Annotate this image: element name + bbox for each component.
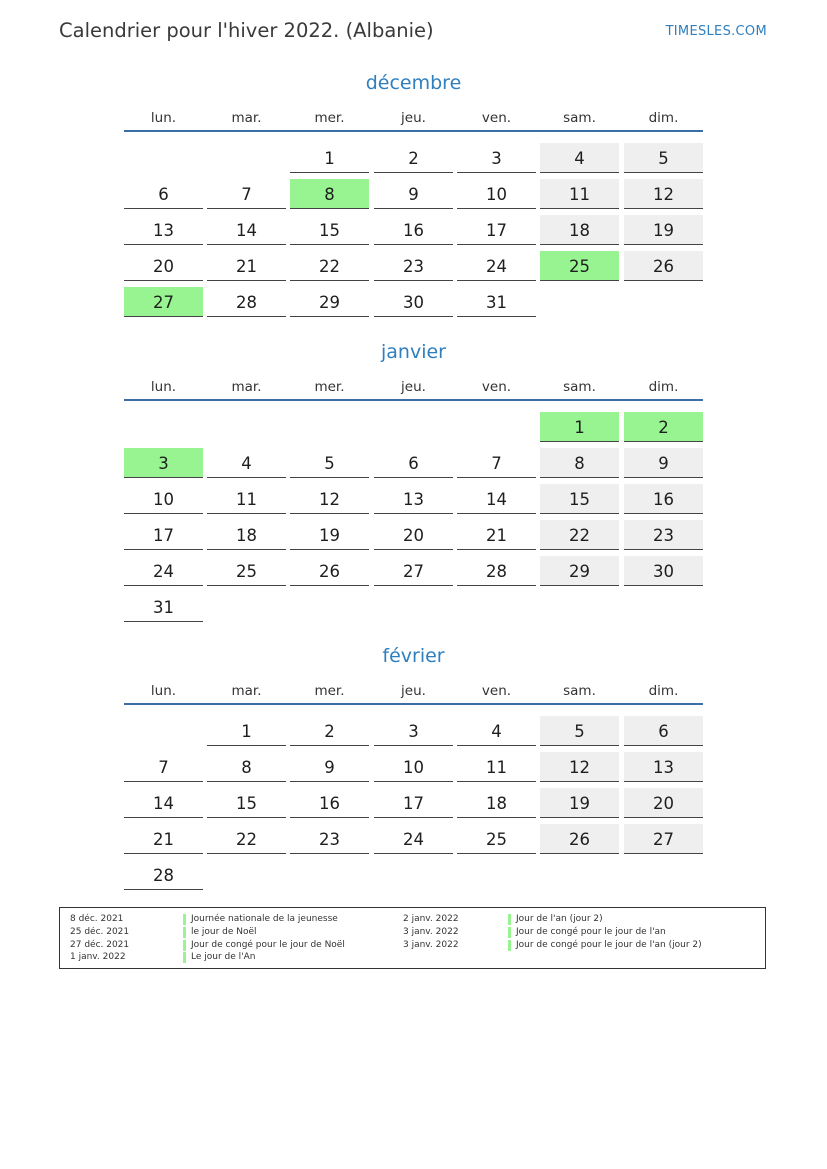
date-cell: 11 bbox=[540, 179, 619, 209]
date-cell: 14 bbox=[124, 788, 203, 818]
date-cell: 10 bbox=[457, 179, 536, 209]
date-cell: 6 bbox=[124, 179, 203, 209]
month-name: janvier bbox=[381, 341, 446, 363]
month-name: février bbox=[382, 645, 445, 667]
holiday-date-cell: 27 bbox=[124, 287, 203, 317]
holiday-date-cell: 8 bbox=[290, 179, 369, 209]
date-cell: 20 bbox=[374, 520, 453, 550]
date-cell: 5 bbox=[540, 716, 619, 746]
weekday-label: mer. bbox=[314, 110, 345, 126]
weekday-header bbox=[124, 379, 703, 401]
date-cell: 7 bbox=[124, 752, 203, 782]
date-cell: 23 bbox=[624, 520, 703, 550]
holiday-date-cell: 2 bbox=[624, 412, 703, 442]
date-cell: 22 bbox=[207, 824, 286, 854]
date-cell: 17 bbox=[457, 215, 536, 245]
date-cell: 2 bbox=[290, 716, 369, 746]
page-title: Calendrier pour l'hiver 2022. (Albanie) bbox=[59, 19, 434, 42]
date-cell: 15 bbox=[207, 788, 286, 818]
date-cell: 17 bbox=[374, 788, 453, 818]
date-cell: 28 bbox=[457, 556, 536, 586]
weekday-label: dim. bbox=[648, 110, 679, 126]
date-cell: 9 bbox=[374, 179, 453, 209]
date-cell: 13 bbox=[374, 484, 453, 514]
date-cell: 1 bbox=[290, 143, 369, 173]
date-cell: 6 bbox=[374, 448, 453, 478]
weekday-label: ven. bbox=[481, 379, 512, 395]
date-cell: 18 bbox=[540, 215, 619, 245]
date-cell: 25 bbox=[457, 824, 536, 854]
date-cell: 31 bbox=[457, 287, 536, 317]
date-cell: 15 bbox=[540, 484, 619, 514]
date-cell: 9 bbox=[290, 752, 369, 782]
month-name: décembre bbox=[365, 72, 462, 94]
date-cell: 30 bbox=[624, 556, 703, 586]
date-cell: 16 bbox=[374, 215, 453, 245]
date-cell: 20 bbox=[624, 788, 703, 818]
date-cell: 16 bbox=[290, 788, 369, 818]
legend-holiday-name: Jour de congé pour le jour de l'an bbox=[516, 926, 666, 937]
legend-date: 3 janv. 2022 bbox=[403, 926, 459, 937]
date-cell: 23 bbox=[290, 824, 369, 854]
date-cell: 29 bbox=[540, 556, 619, 586]
weekday-label: lun. bbox=[150, 110, 177, 126]
weekday-label: mar. bbox=[231, 110, 262, 126]
weekday-header bbox=[124, 110, 703, 132]
date-cell: 22 bbox=[540, 520, 619, 550]
date-cell: 10 bbox=[374, 752, 453, 782]
date-cell: 9 bbox=[624, 448, 703, 478]
date-cell: 8 bbox=[540, 448, 619, 478]
weekday-label: jeu. bbox=[401, 110, 426, 126]
date-cell: 6 bbox=[624, 716, 703, 746]
legend-date: 3 janv. 2022 bbox=[403, 939, 459, 950]
date-cell: 5 bbox=[290, 448, 369, 478]
weekday-label: jeu. bbox=[401, 683, 426, 699]
date-cell: 17 bbox=[124, 520, 203, 550]
weekday-label: ven. bbox=[481, 683, 512, 699]
legend-color-swatch bbox=[183, 940, 186, 951]
date-cell: 12 bbox=[624, 179, 703, 209]
holiday-legend bbox=[59, 907, 766, 969]
date-cell: 11 bbox=[207, 484, 286, 514]
weekday-header bbox=[124, 683, 703, 705]
weekday-label: sam. bbox=[563, 110, 596, 126]
date-cell: 3 bbox=[457, 143, 536, 173]
weekday-label: sam. bbox=[563, 379, 596, 395]
date-cell: 24 bbox=[457, 251, 536, 281]
holiday-date-cell: 1 bbox=[540, 412, 619, 442]
date-cell: 27 bbox=[624, 824, 703, 854]
date-cell: 21 bbox=[457, 520, 536, 550]
date-cell: 13 bbox=[124, 215, 203, 245]
date-cell: 28 bbox=[207, 287, 286, 317]
date-cell: 22 bbox=[290, 251, 369, 281]
legend-holiday-name: le jour de Noël bbox=[191, 926, 257, 937]
weekday-label: ven. bbox=[481, 110, 512, 126]
date-cell: 14 bbox=[207, 215, 286, 245]
date-cell: 3 bbox=[374, 716, 453, 746]
date-cell: 19 bbox=[540, 788, 619, 818]
legend-holiday-name: Jour de congé pour le jour de l'an (jour 2) bbox=[516, 939, 702, 950]
date-cell: 28 bbox=[124, 860, 203, 890]
date-cell: 4 bbox=[540, 143, 619, 173]
date-cell: 26 bbox=[290, 556, 369, 586]
date-cell: 24 bbox=[124, 556, 203, 586]
date-cell: 4 bbox=[457, 716, 536, 746]
date-cell: 12 bbox=[540, 752, 619, 782]
date-cell: 18 bbox=[207, 520, 286, 550]
date-cell: 16 bbox=[624, 484, 703, 514]
date-cell: 21 bbox=[207, 251, 286, 281]
date-cell: 21 bbox=[124, 824, 203, 854]
legend-holiday-name: Jour de l'an (jour 2) bbox=[516, 914, 603, 924]
weekday-label: lun. bbox=[150, 683, 177, 699]
date-cell: 2 bbox=[374, 143, 453, 173]
weekday-label: dim. bbox=[648, 379, 679, 395]
legend-color-swatch bbox=[508, 940, 511, 951]
holiday-date-cell: 25 bbox=[540, 251, 619, 281]
site-link[interactable]: TIMESLES.COM bbox=[665, 24, 767, 39]
date-cell: 15 bbox=[290, 215, 369, 245]
date-cell: 14 bbox=[457, 484, 536, 514]
date-cell: 31 bbox=[124, 592, 203, 622]
date-cell: 13 bbox=[624, 752, 703, 782]
weekday-label: mer. bbox=[314, 683, 345, 699]
weekday-label: jeu. bbox=[401, 379, 426, 395]
date-cell: 27 bbox=[374, 556, 453, 586]
date-cell: 19 bbox=[290, 520, 369, 550]
date-cell: 30 bbox=[374, 287, 453, 317]
legend-date: 27 déc. 2021 bbox=[70, 939, 130, 950]
date-cell: 7 bbox=[457, 448, 536, 478]
date-cell: 19 bbox=[624, 215, 703, 245]
legend-holiday-name: Jour de congé pour le jour de Noël bbox=[191, 939, 345, 950]
legend-date: 25 déc. 2021 bbox=[70, 926, 130, 937]
legend-color-swatch bbox=[183, 952, 186, 963]
legend-color-swatch bbox=[508, 927, 511, 938]
date-cell: 20 bbox=[124, 251, 203, 281]
date-cell: 26 bbox=[624, 251, 703, 281]
weekday-label: mar. bbox=[231, 379, 262, 395]
date-cell: 8 bbox=[207, 752, 286, 782]
weekday-label: dim. bbox=[648, 683, 679, 699]
weekday-label: sam. bbox=[563, 683, 596, 699]
date-cell: 7 bbox=[207, 179, 286, 209]
date-cell: 5 bbox=[624, 143, 703, 173]
legend-holiday-name: Le jour de l'An bbox=[191, 952, 256, 963]
weekday-label: mer. bbox=[314, 379, 345, 395]
legend-color-swatch bbox=[183, 914, 186, 925]
weekday-label: mar. bbox=[231, 683, 262, 699]
holiday-date-cell: 3 bbox=[124, 448, 203, 478]
date-cell: 26 bbox=[540, 824, 619, 854]
legend-color-swatch bbox=[508, 914, 511, 925]
weekday-label: lun. bbox=[150, 379, 177, 395]
date-cell: 25 bbox=[207, 556, 286, 586]
date-cell: 18 bbox=[457, 788, 536, 818]
date-cell: 11 bbox=[457, 752, 536, 782]
date-cell: 12 bbox=[290, 484, 369, 514]
legend-date: 2 janv. 2022 bbox=[403, 914, 459, 924]
date-cell: 23 bbox=[374, 251, 453, 281]
legend-holiday-name: Journée nationale de la jeunesse bbox=[191, 914, 338, 924]
date-cell: 29 bbox=[290, 287, 369, 317]
date-cell: 24 bbox=[374, 824, 453, 854]
legend-date: 8 déc. 2021 bbox=[70, 914, 124, 924]
date-cell: 4 bbox=[207, 448, 286, 478]
date-cell: 1 bbox=[207, 716, 286, 746]
date-cell: 10 bbox=[124, 484, 203, 514]
legend-color-swatch bbox=[183, 927, 186, 938]
legend-date: 1 janv. 2022 bbox=[70, 952, 126, 963]
